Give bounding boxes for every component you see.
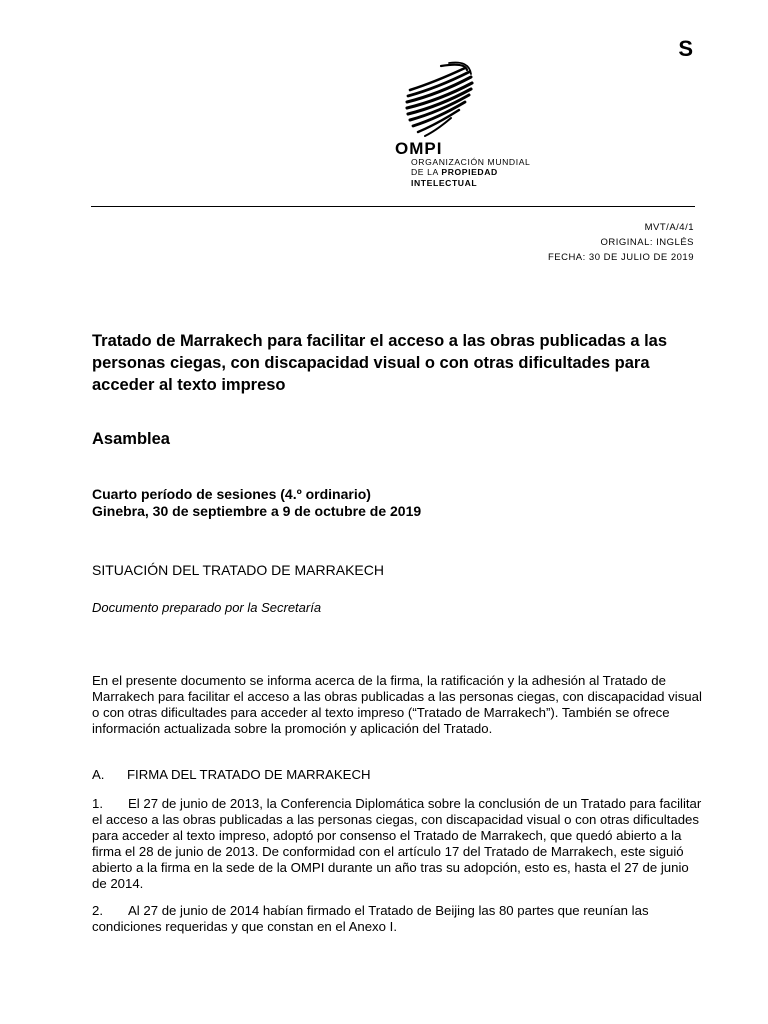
paragraph-number: 2. <box>92 903 103 918</box>
original-language: ORIGINAL: INGLÉS <box>600 237 694 248</box>
section-number: A. <box>92 767 105 782</box>
logo-line-2-prefix: DE LA <box>411 167 442 177</box>
paragraph-text: El 27 de junio de 2013, la Conferencia Diplomática sobre la conclusión de un Tratado para facilitar el acceso a las obras publicadas a las personas ciegas, con discapacidad visual o con otras dificultades para acceder al texto impreso, adoptó por consenso el Tratado de Marrakech, que quedó abierto a la firma el 28 de junio de 2013. De conformidad con el artículo 17 del Tratado de Marrakech, este siguió abierto a la firma en la sede de la OMPI durante un año tras su adopción, esto es, hasta el 27 de junio de 2014. <box>92 796 702 891</box>
session-title: Cuarto período de sesiones (4.º ordinario) <box>92 486 371 502</box>
document-date: FECHA: 30 DE JULIO DE 2019 <box>547 252 694 263</box>
logo-acronym: OMPI <box>395 139 443 158</box>
logo-line-1: ORGANIZACIÓN MUNDIAL <box>411 157 531 167</box>
document-symbol: MVT/A/4/1 <box>644 222 694 233</box>
logo-line-2-bold: PROPIEDAD <box>441 167 498 177</box>
language-code: S <box>678 36 693 61</box>
paragraph-2 <box>92 903 704 935</box>
wipo-logo <box>395 60 575 192</box>
header-divider <box>91 206 695 207</box>
section-heading-a <box>92 767 371 782</box>
session-dates: Ginebra, 30 de septiembre a 9 de octubre de 2019 <box>92 503 422 519</box>
paragraph-text: Al 27 de junio de 2014 habían firmado el Tratado de Beijing las 80 partes que reunían las condiciones requeridas y que constan en el Anexo I. <box>92 903 649 934</box>
document-subject: SITUACIÓN DEL TRATADO DE MARRAKECH <box>92 562 384 578</box>
globe-icon <box>395 60 495 140</box>
logo-line-2 <box>411 167 498 177</box>
section-title: FIRMA DEL TRATADO DE MARRAKECH <box>127 767 371 782</box>
assembly-heading: Asamblea <box>92 430 170 448</box>
document-title: Tratado de Marrakech para facilitar el acceso a las obras publicadas a las personas ciegas, con discapacidad visual o con otras dificultades para acceder al texto impreso <box>92 332 668 394</box>
intro-paragraph: En el presente documento se informa acerca de la firma, la ratificación y la adhesión al Tratado de Marrakech para facilitar el acceso a las obras publicadas a las personas ciegas, con discapacidad visual o con otras dificultades para acceder al texto impreso (“Tratado de Marrakech”). También se ofrece información actualizada sobre la promoción y aplicación del Tratado. <box>92 673 702 736</box>
paragraph-1 <box>92 796 704 891</box>
prepared-by: Documento preparado por la Secretaría <box>92 600 322 615</box>
paragraph-number: 1. <box>92 796 103 811</box>
logo-line-3: INTELECTUAL <box>411 178 478 188</box>
